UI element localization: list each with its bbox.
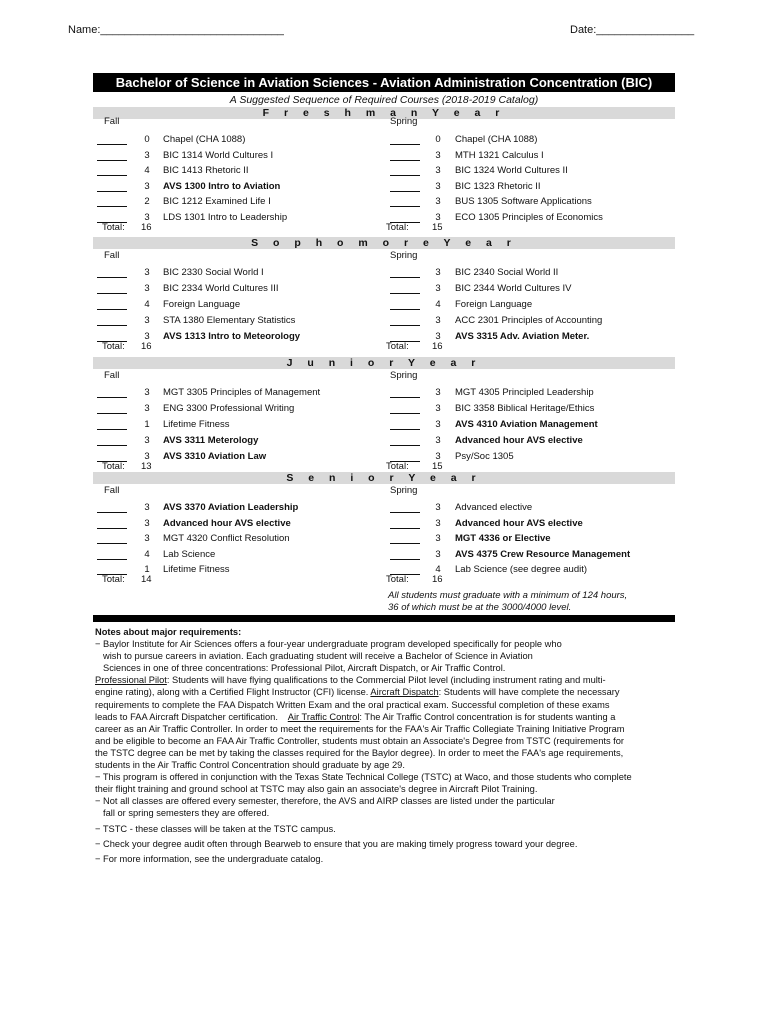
year-header: S o p h o m o r e Y e a r [93, 237, 675, 249]
credit-hours: 3 [144, 315, 150, 326]
date-field[interactable]: Date:________________ [570, 24, 695, 36]
course-name: MGT 3305 Principles of Management [163, 387, 321, 398]
course-name: BUS 1305 Software Applications [455, 196, 592, 207]
credit-hours: 0 [435, 134, 441, 145]
notes-line: and be eligible to become an FAA Air Traffic Controller, students must obtain an Associate's Degree from TSTC (requirements for [95, 735, 625, 746]
fall-total-label: Total: [102, 574, 125, 585]
credit-hours: 3 [435, 283, 441, 294]
course-name: BIC 1212 Examined Life I [163, 196, 271, 207]
aircraft-dispatch-label: Aircraft Dispatch [370, 687, 439, 698]
spring-course-row [0, 434, 770, 448]
course-name: LDS 1301 Intro to Leadership [163, 211, 288, 223]
course-name: Lab Science [163, 548, 216, 560]
credit-hours: 3 [144, 211, 150, 223]
course-name: Advanced elective [455, 502, 533, 513]
course-name: BIC 2340 Social World II [455, 267, 559, 278]
course-name: BIC 2330 Social World I [163, 267, 264, 278]
course-name: MGT 4336 or Elective [455, 533, 551, 544]
course-name: Chapel (CHA 1088) [455, 134, 538, 145]
spring-course-row [0, 314, 770, 328]
fall-column-header: Fall [104, 116, 120, 127]
credit-hours: 3 [435, 435, 441, 446]
spring-total-value: 16 [432, 341, 443, 352]
spring-course-row [0, 266, 770, 280]
fall-column-header: Fall [104, 250, 120, 261]
grade-blank[interactable] [390, 299, 420, 310]
credit-hours: 3 [144, 403, 150, 414]
notes-text: : Students will have flying qualifications to the Commercial Pilot level (including instrument rating and multi- [166, 675, 606, 686]
notes-line: − TSTC - these classes will be taken at the TSTC campus. [95, 823, 336, 834]
spring-course-row [0, 402, 770, 416]
course-name: AVS 4310 Aviation Management [455, 419, 598, 430]
course-name: ECO 1305 Principles of Economics [455, 211, 603, 223]
course-name: BIC 1324 World Cultures II [455, 165, 568, 176]
credit-hours: 3 [435, 403, 441, 414]
credit-hours: 4 [144, 299, 150, 310]
spring-course-row [0, 532, 770, 546]
course-name: BIC 3358 Biblical Heritage/Ethics [455, 403, 595, 414]
professional-pilot-label: Professional Pilot [95, 675, 167, 686]
fall-total-value: 13 [141, 461, 152, 472]
notes-line [95, 711, 675, 723]
course-name: AVS 3315 Adv. Aviation Meter. [455, 331, 590, 342]
year-header: F r e s h m a n Y e a r [93, 107, 675, 119]
credit-hours: 3 [435, 451, 441, 462]
course-name: Advanced hour AVS elective [455, 517, 583, 529]
notes-text: engine rating), along with a Certified Flight Instructor (CFI) license. [95, 687, 371, 698]
course-name: BIC 1323 Rhetoric II [455, 180, 541, 192]
fall-total-value: 16 [141, 341, 152, 352]
course-name: Lifetime Fitness [163, 419, 230, 430]
course-name: ENG 3300 Professional Writing [163, 403, 295, 414]
credit-hours: 0 [144, 134, 150, 145]
course-name: Foreign Language [163, 299, 241, 310]
credit-hours: 3 [435, 180, 441, 192]
spring-course-row [0, 180, 770, 194]
fall-total-value: 14 [141, 574, 152, 585]
notes-title: Notes about major requirements: [95, 627, 242, 637]
notes-line: the TSTC degree can be met by taking the classes required for the Baylor degree). In order to meet the FAA's age requirements, [95, 747, 624, 758]
credit-hours: 4 [435, 564, 441, 575]
course-name: Advanced hour AVS elective [163, 517, 291, 529]
credit-hours: 3 [144, 283, 150, 294]
spring-total-label: Total: [386, 461, 409, 472]
course-name: AVS 3310 Aviation Law [163, 451, 267, 462]
course-name: STA 1380 Elementary Statistics [163, 315, 296, 326]
grade-blank[interactable] [390, 134, 420, 145]
year-header: S e n i o r Y e a r [93, 472, 675, 484]
course-name: Advanced hour AVS elective [455, 435, 583, 446]
spring-course-row [0, 548, 770, 562]
credit-hours: 3 [144, 331, 150, 342]
notes-line [95, 674, 675, 686]
grade-blank[interactable] [390, 165, 420, 176]
spring-total-label: Total: [386, 221, 409, 233]
name-field[interactable]: Name:______________________________ [68, 24, 284, 36]
fall-column-header: Fall [104, 370, 120, 381]
spring-course-row [0, 282, 770, 296]
credit-hours: 3 [435, 533, 441, 544]
notes-line: − Check your degree audit often through Bearweb to ensure that you are making timely progress toward your degree. [95, 838, 578, 849]
spring-course-row [0, 195, 770, 209]
credit-hours: 3 [435, 149, 441, 161]
course-name: Psy/Soc 1305 [455, 451, 514, 462]
course-name: Chapel (CHA 1088) [163, 134, 246, 145]
fall-column-header: Fall [104, 485, 120, 496]
notes-text: leads to FAA Aircraft Dispatcher certification. [95, 711, 288, 722]
spring-total-value: 16 [432, 574, 443, 585]
grade-blank[interactable] [390, 387, 420, 398]
fall-total-label: Total: [102, 461, 125, 472]
grade-blank[interactable] [390, 549, 420, 560]
credit-hours: 3 [144, 435, 150, 446]
credit-hours: 3 [435, 331, 441, 342]
grade-blank[interactable] [390, 435, 420, 446]
graduation-note [388, 590, 668, 614]
course-name: BIC 1314 World Cultures I [163, 149, 274, 161]
spring-course-row [0, 386, 770, 400]
credit-hours: 3 [435, 517, 441, 529]
credit-hours: 3 [144, 180, 150, 192]
credit-hours: 3 [435, 315, 441, 326]
grade-blank[interactable] [390, 419, 420, 430]
spring-column-header: Spring [390, 116, 418, 127]
course-name: AVS 1300 Intro to Aviation [163, 180, 281, 192]
graduation-note-line: 36 of which must be at the 3000/4000 level. [388, 602, 572, 613]
credit-hours: 3 [144, 451, 150, 462]
notes-line: − Baylor Institute for Air Sciences offers a four-year undergraduate program developed specifically for people who [95, 639, 562, 650]
grade-blank[interactable] [390, 403, 420, 414]
document-subtitle: A Suggested Sequence of Required Courses (2018-2019 Catalog) [229, 94, 539, 106]
spring-course-row [0, 418, 770, 432]
credit-hours: 4 [435, 299, 441, 310]
credit-hours: 1 [144, 419, 150, 430]
notes-section [95, 626, 675, 865]
grade-blank[interactable] [390, 518, 420, 529]
course-name: AVS 1313 Intro to Meteorology [163, 331, 301, 342]
grade-blank[interactable] [390, 502, 420, 513]
spring-total-value: 15 [432, 221, 443, 233]
course-name: BIC 2334 World Cultures III [163, 283, 279, 294]
air-traffic-control-label: Air Traffic Control [287, 711, 360, 722]
section-divider [93, 615, 675, 622]
course-name: AVS 4375 Crew Resource Management [455, 548, 631, 560]
credit-hours: 4 [144, 548, 150, 560]
spring-total-label: Total: [386, 574, 409, 585]
spring-course-row [0, 133, 770, 147]
credit-hours: 3 [435, 548, 441, 560]
credit-hours: 3 [144, 517, 150, 529]
grade-blank[interactable] [390, 283, 420, 294]
notes-text: : Students will have complete the necessary [438, 687, 620, 698]
course-name: BIC 2344 World Cultures IV [455, 283, 572, 294]
graduation-note-line: All students must graduate with a minimum of 124 hours, [388, 590, 628, 601]
spring-total-value: 15 [432, 461, 443, 472]
course-name: Foreign Language [455, 299, 533, 310]
fall-total-label: Total: [102, 221, 125, 233]
course-name: MGT 4320 Conflict Resolution [163, 533, 290, 544]
credit-hours: 3 [435, 165, 441, 176]
course-name: ACC 2301 Principles of Accounting [455, 315, 603, 326]
notes-line: wish to pursue careers in aviation. Each graduating student will receive a Bachelor of Science in Aviation [103, 651, 533, 662]
credit-hours: 3 [435, 387, 441, 398]
course-name: BIC 1413 Rhetoric II [163, 165, 249, 176]
fall-total-value: 16 [141, 221, 152, 233]
notes-line: students in the Air Traffic Control Concentration should graduate by age 29. [95, 760, 405, 771]
notes-line: requirements to complete the FAA Dispatch Written Exam and the oral practical exam. Successful completion of these exams [95, 699, 610, 710]
grade-blank[interactable] [390, 315, 420, 326]
fall-total-label: Total: [102, 341, 125, 352]
spring-column-header: Spring [390, 250, 418, 261]
course-name: MTH 1321 Calculus I [455, 149, 544, 161]
course-name: Lab Science (see degree audit) [455, 564, 588, 575]
credit-hours: 3 [435, 196, 441, 207]
year-header: J u n i o r Y e a r [93, 357, 675, 369]
course-name: MGT 4305 Principled Leadership [455, 387, 594, 398]
notes-line: their flight training and ground school at TSTC may also gain an associate's degree in Aircraft Pilot Training. [95, 784, 538, 795]
spring-course-row [0, 501, 770, 515]
spring-course-row [0, 164, 770, 178]
notes-line: career as an Air Traffic Controller. In order to meet the requirements for the FAA's Air Traffic Collegiate Training Initiative Program [95, 723, 625, 734]
credit-hours: 1 [144, 564, 150, 575]
credit-hours: 3 [144, 502, 150, 513]
credit-hours: 3 [435, 502, 441, 513]
notes-text: : The Air Traffic Control concentration is for students wanting a [359, 711, 616, 722]
course-name: Lifetime Fitness [163, 564, 230, 575]
spring-column-header: Spring [390, 485, 418, 496]
credit-hours: 3 [144, 387, 150, 398]
grade-blank[interactable] [390, 196, 420, 207]
credit-hours: 3 [144, 267, 150, 278]
spring-column-header: Spring [390, 370, 418, 381]
course-name: AVS 3311 Meterology [163, 435, 259, 446]
notes-line: Sciences in one of three concentrations: Professional Pilot, Aircraft Dispatch, or Air Traffic Control. [103, 663, 506, 674]
course-name: AVS 3370 Aviation Leadership [163, 502, 299, 513]
credit-hours: 3 [435, 211, 441, 223]
document-title: Bachelor of Science in Aviation Sciences - Aviation Administration Concentration (BIC) [93, 73, 675, 92]
credit-hours: 3 [144, 533, 150, 544]
grade-blank[interactable] [390, 267, 420, 278]
spring-total-label: Total: [386, 341, 409, 352]
grade-blank[interactable] [390, 533, 420, 544]
grade-blank[interactable] [390, 181, 420, 192]
credit-hours: 3 [435, 267, 441, 278]
notes-line: − This program is offered in conjunction with the Texas State Technical College (TSTC) at Waco, and those students who complete [95, 772, 632, 783]
notes-line: − Not all classes are offered every semester, therefore, the AVS and AIRP classes are listed under the particular [95, 796, 555, 807]
credit-hours: 4 [144, 165, 150, 176]
notes-line: − For more information, see the undergraduate catalog. [95, 853, 324, 864]
spring-course-row [0, 517, 770, 531]
notes-line: fall or spring semesters they are offered. [103, 808, 270, 819]
credit-hours: 2 [144, 196, 150, 207]
notes-line [95, 686, 675, 698]
spring-course-row [0, 149, 770, 163]
spring-course-row [0, 298, 770, 312]
credit-hours: 3 [435, 419, 441, 430]
grade-blank[interactable] [390, 150, 420, 161]
credit-hours: 3 [144, 149, 150, 161]
